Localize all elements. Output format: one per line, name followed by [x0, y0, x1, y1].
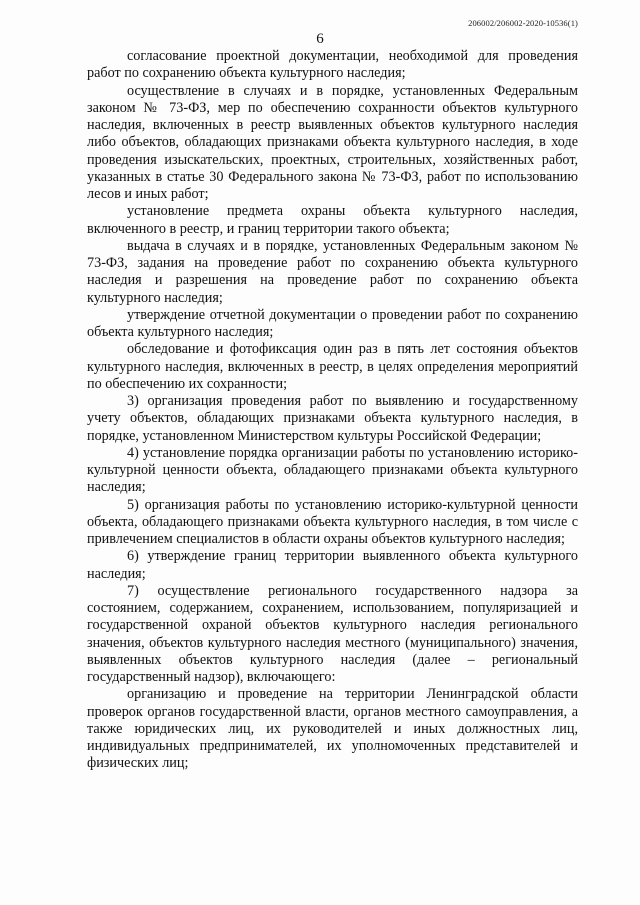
paragraph: 5) организация работы по установлению историко-культурной ценности объекта, обладающего признаками объекта культурного наследия, в том числе с привлечением специалистов в области охраны объектов культурного наследия;: [87, 496, 578, 547]
page-number: 6: [316, 31, 324, 47]
document-body: [87, 48, 578, 773]
paragraph: 6) утверждение границ территории выявленного объекта культурного наследия;: [87, 548, 578, 582]
paragraph: организацию и проведение на территории Ленинградской области проверок органов государственной власти, органов местного самоуправления, а также юридических лиц, их руководителей и иных должностных лиц, индивидуальных предпринимателей, их уполномоченных представителей и физических лиц;: [87, 686, 578, 772]
paragraph: обследование и фотофиксация один раз в пять лет состояния объектов культурного наследия, включенных в реестр, в целях определения мероприятий по обеспечению их сохранности;: [87, 341, 578, 392]
paragraph: согласование проектной документации, необходимой для проведения работ по сохранению объекта культурного наследия;: [87, 48, 578, 82]
paragraph: 3) организация проведения работ по выявлению и государственному учету объектов, обладающих признаками объекта культурного наследия, в порядке, установленном Министерством культуры Российской Федерации;: [87, 393, 578, 444]
paragraph: 7) осуществление регионального государственного надзора за состоянием, содержанием, сохранением, использованием, популяризацией и государственной охраной объектов культурного наследия регионального значения, объектов культурного наследия местного (муниципального) значения, выявленных объектов культурного наследия (далее – региональный государственный надзор), включающего:: [87, 582, 578, 685]
paragraph: выдача в случаях и в порядке, установленных Федеральным законом № 73-ФЗ, задания на проведение работ по сохранению объекта культурного наследия и разрешения на проведение работ по сохранению объекта культурного наследия;: [87, 237, 578, 306]
document-id: 206002/206002-2020-10536(1): [468, 18, 578, 28]
paragraph: установление предмета охраны объекта культурного наследия, включенного в реестр, и границ территории такого объекта;: [87, 203, 578, 237]
paragraph: утверждение отчетной документации о проведении работ по сохранению объекта культурного наследия;: [87, 306, 578, 340]
paragraph: осуществление в случаях и в порядке, установленных Федеральным законом № 73-ФЗ, мер по обеспечению сохранности объектов культурного наследия, включенных в реестр выявленных объектов культурного наследия либо объектов, обладающих признаками объекта культурного наследия, в ходе проведения изыскательских, проектных, строительных, хозяйственных работ, указанных в статье 30 Федерального закона № 73-ФЗ, работ по использованию лесов и иных работ;: [87, 82, 578, 202]
paragraph: 4) установление порядка организации работы по установлению историко-культурной ценности объекта, обладающего признаками объекта культурного наследия;: [87, 444, 578, 496]
